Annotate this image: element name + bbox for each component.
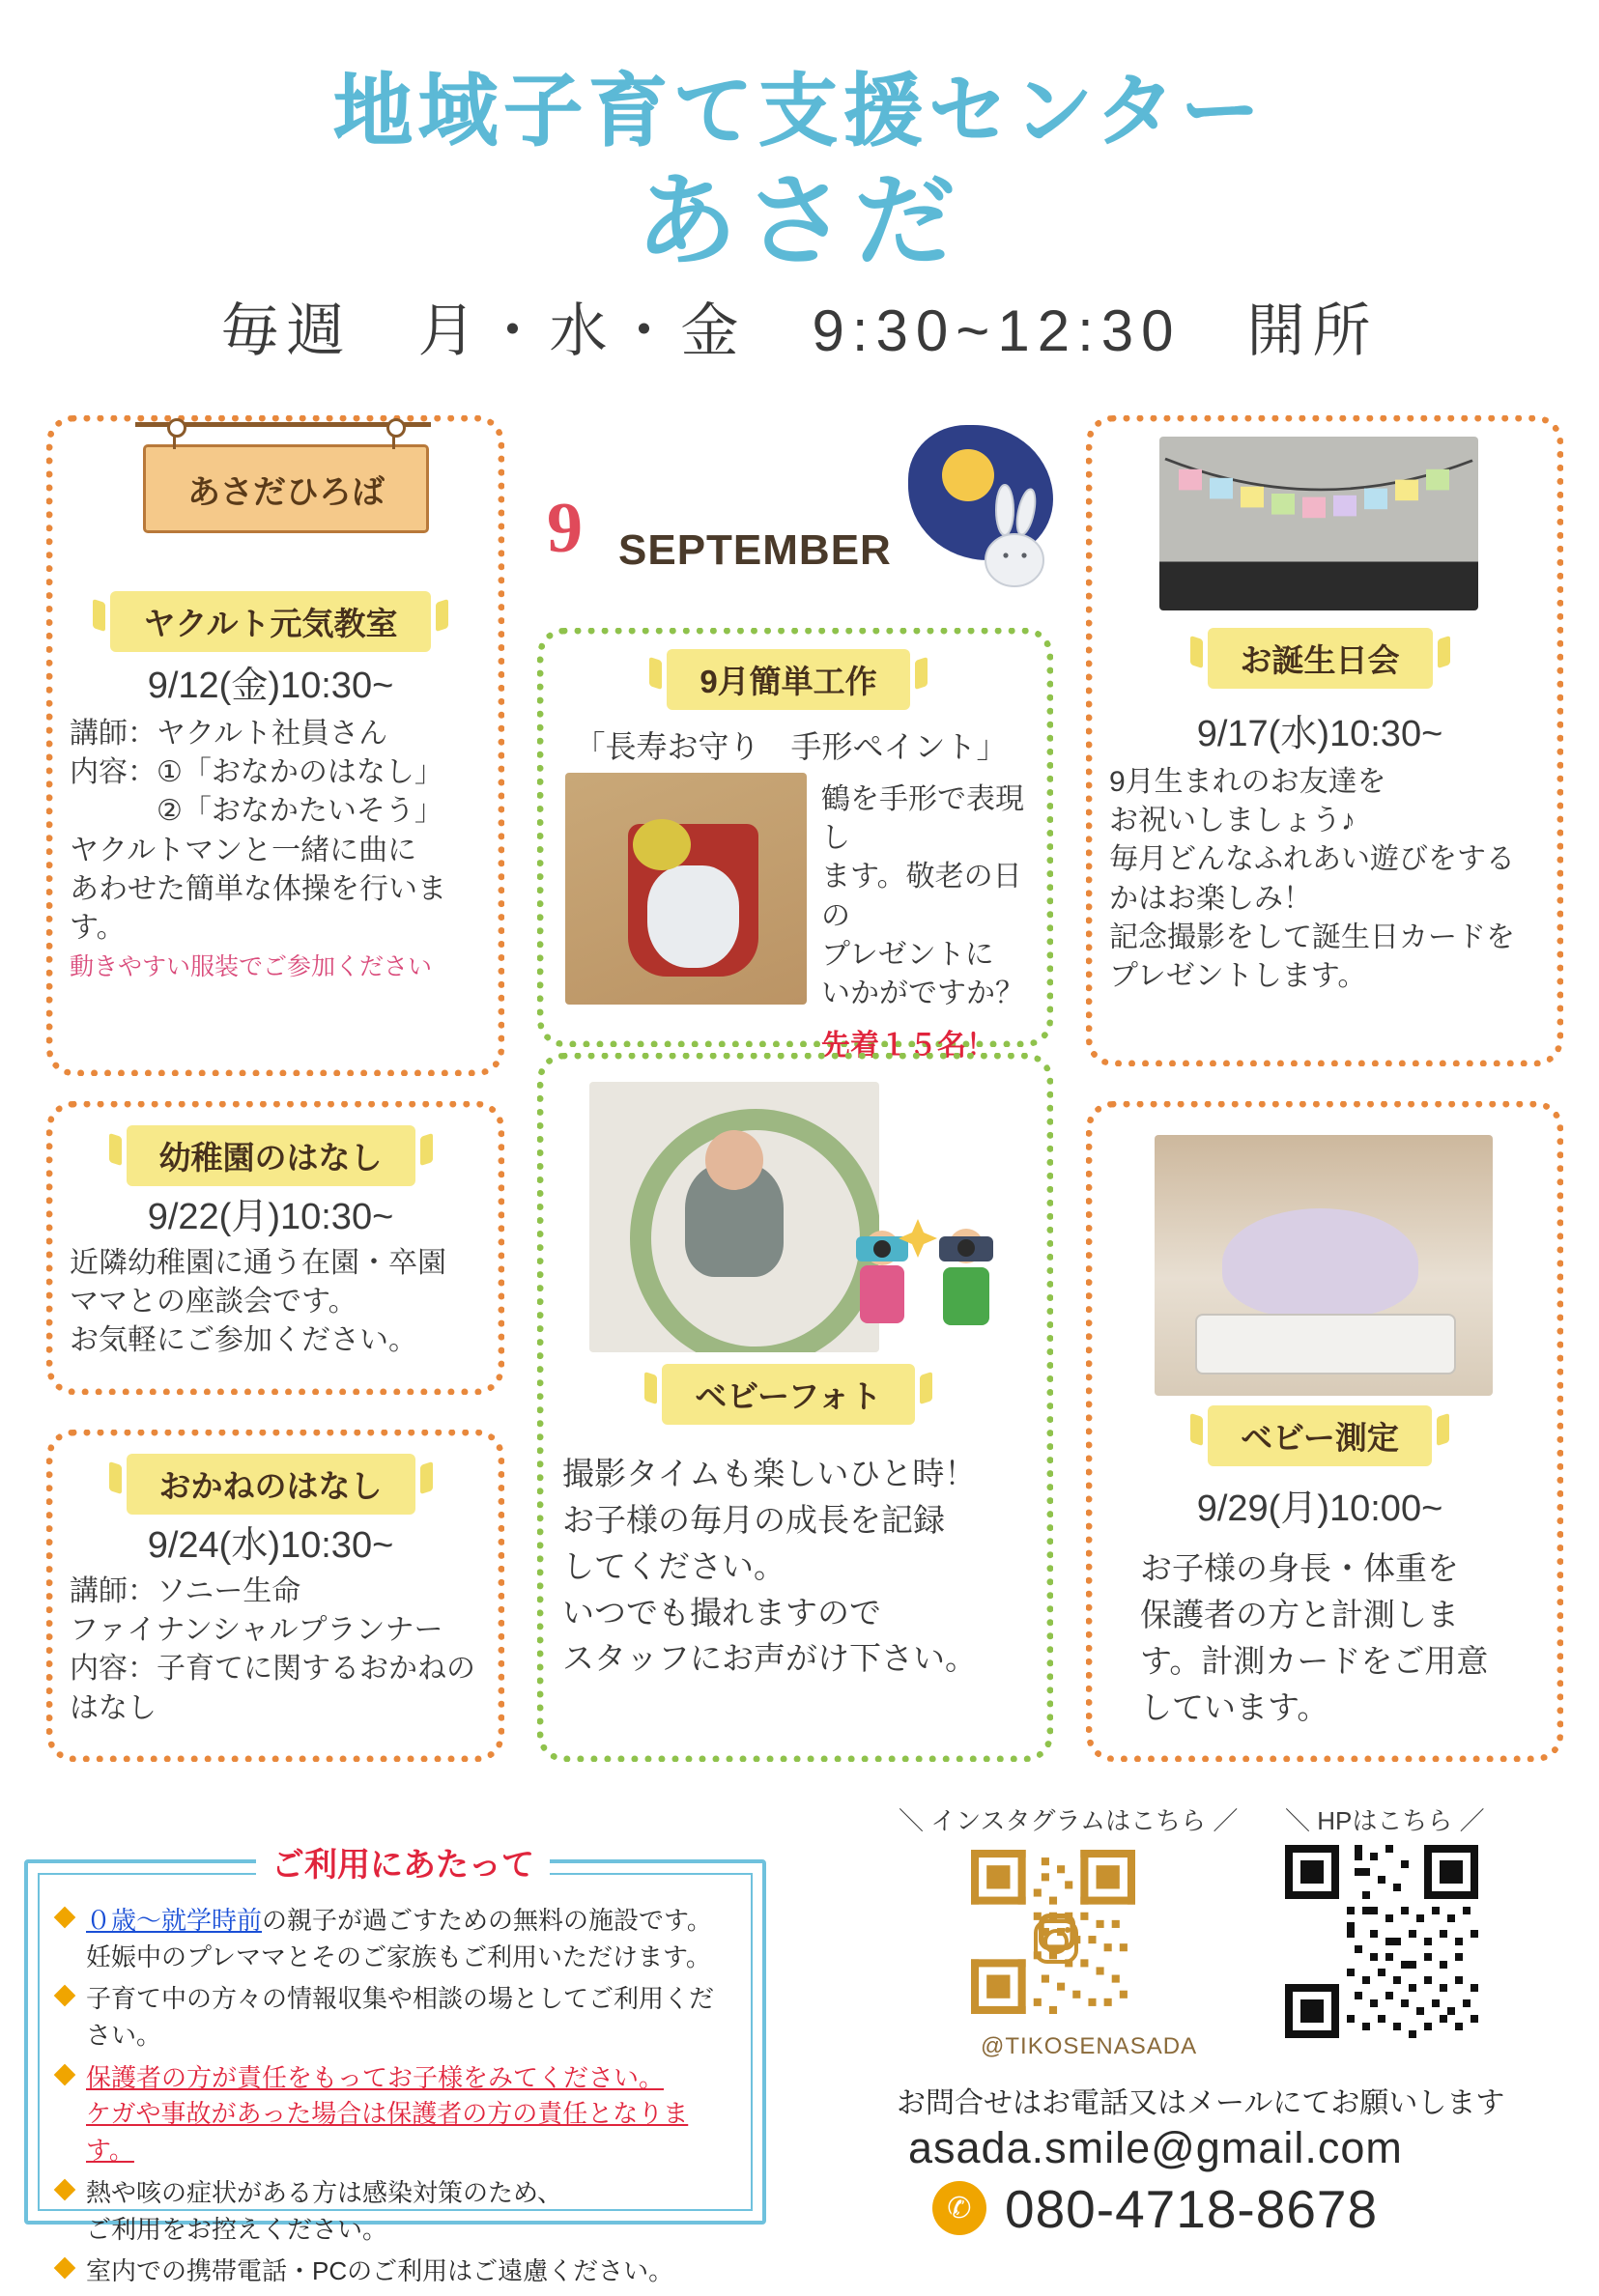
birthday-desc <box>1109 763 1554 996</box>
craft-photo <box>565 773 807 1005</box>
birthday-line-2: お祝いしましょう♪ <box>1109 805 1356 837</box>
event-desc-money <box>70 1573 504 1728</box>
notice-item-1-sub: 妊娠中のプレママとそのご家族もご利用いただけます。 <box>86 1942 711 1971</box>
notice-item-5 <box>53 2253 729 2290</box>
measure-line-3: す。計測カードをご用意 <box>1140 1642 1489 1679</box>
notice-item-2-text: 子育て中の方々の情報収集や相談の場としてご利用ください。 <box>86 1984 715 2051</box>
babyphoto-line-1: 撮影タイムも楽しいひと時！ <box>562 1456 977 1491</box>
money-line-1: 講師：ソニー生命 <box>70 1575 301 1607</box>
month-name: SEPTEMBER <box>618 526 892 574</box>
yakult-title-wrap <box>68 591 473 652</box>
birthday-line-4: かはお楽しみ！ <box>1109 882 1312 915</box>
diamond-bullet-icon <box>54 2063 76 2085</box>
measure-desc <box>1140 1545 1546 1730</box>
babyphoto-line-2: お子様の毎月の成長を記録 <box>562 1501 945 1538</box>
event-title-birthday: お誕生日会 <box>1208 628 1433 689</box>
notice-item-1 <box>53 1903 729 1975</box>
babyphoto-desc <box>562 1451 1036 1682</box>
notice-item-4-text: 熱や咳の症状がある方は感染対策のため、 <box>86 2177 562 2207</box>
notice-item-1-underline: ０歳～就学時前 <box>86 1906 263 1935</box>
notice-item-4-sub: ご利用をお控えください。 <box>86 2214 388 2244</box>
center-name-line2: あさだ <box>635 165 963 278</box>
notice-title: ご利用にあたって <box>256 1838 550 1885</box>
notice-item-4 <box>53 2175 729 2248</box>
notice-list <box>53 1903 729 2296</box>
contact-email[interactable]: asada.smile@gmail.com <box>908 2123 1403 2172</box>
event-title-measure: ベビー測定 <box>1208 1405 1432 1466</box>
notice-item-3-line2: ケガや事故があった場合は保護者の方の責任となります。 <box>86 2099 689 2166</box>
rabbit-icon <box>966 483 1059 589</box>
photographers-icon <box>850 1198 1024 1352</box>
babyphoto-title-wrap <box>557 1364 1020 1425</box>
notice-item-2 <box>53 1981 729 2054</box>
babyphoto-line-5: スタッフにお声がけ下さい。 <box>562 1640 977 1677</box>
hiroba-sign <box>143 444 429 533</box>
month-number: 9 <box>547 489 583 568</box>
money-line-4: はなし <box>70 1691 157 1724</box>
measure-title-wrap <box>1107 1405 1532 1466</box>
craft-subtitle: 「長寿お守り 手形ペイント」 <box>574 729 1008 764</box>
garland-icon <box>1159 450 1478 554</box>
measure-line-4: しています。 <box>1140 1688 1329 1725</box>
open-schedule: 毎週 月・水・金 9:30~12:30 開所 <box>220 298 1379 363</box>
yakult-line-6: す。 <box>70 911 126 944</box>
babyphoto-line-3: してください。 <box>562 1547 785 1584</box>
birthday-line-1: 9月生まれのお友達を <box>1109 766 1386 798</box>
baby-photo <box>589 1082 879 1352</box>
kindergarten-line-2: ママとの座談会です。 <box>70 1286 357 1318</box>
diamond-bullet-icon <box>54 2257 76 2280</box>
yakult-line-5: あわせた簡単な体操を行いま <box>70 872 446 905</box>
money-line-2: ファイナンシャルプランナー <box>70 1614 443 1647</box>
notice-item-1-text: の親子が過ごすための無料の施設です。 <box>262 1906 712 1935</box>
phone-icon: ✆ <box>932 2181 986 2235</box>
event-desc-kindergarten <box>70 1244 495 1361</box>
event-title-kindergarten: 幼稚園のはなし <box>127 1125 415 1186</box>
measure-photo <box>1155 1135 1493 1396</box>
yakult-note: 動きやすい服装でご参加ください <box>70 953 433 981</box>
notice-item-3-line1: 保護者の方が責任をもってお子様をみてください。 <box>86 2062 665 2092</box>
notice-item-5-text: 室内での携帯電話・PCのご利用はご遠慮ください。 <box>86 2256 674 2286</box>
craft-line-4: いかがですか？ <box>821 977 1024 1009</box>
kindergarten-title-wrap <box>68 1125 473 1186</box>
craft-desc <box>821 780 1043 1065</box>
money-line-3: 内容：子育てに関するおかねの <box>70 1653 475 1686</box>
craft-line-2: ます。敬老の日の <box>821 861 1022 932</box>
instagram-qr-caption: ＼ インスタグラムはこちら ／ <box>899 1806 1239 1835</box>
instagram-handle: @TIKOSENASADA <box>981 2033 1198 2059</box>
hiroba-sign-label: あさだひろば <box>187 473 385 511</box>
craft-highlight: 先着１５名！ <box>821 1030 995 1063</box>
kindergarten-line-1: 近隣幼稚園に通う在園・卒園 <box>70 1247 446 1279</box>
notice-item-3 <box>53 2060 729 2169</box>
birthday-line-6: プレゼントします。 <box>1109 959 1367 992</box>
instagram-icon <box>1032 1917 1080 1966</box>
event-title-craft: 9月簡単工作 <box>667 649 909 710</box>
babyphoto-line-4: いつでも撮れますので <box>562 1594 881 1630</box>
diamond-bullet-icon <box>54 1907 76 1929</box>
money-title-wrap <box>68 1454 473 1515</box>
event-title-money: おかねのはなし <box>127 1454 415 1515</box>
homepage-qr-code[interactable] <box>1285 1845 1478 2038</box>
event-date-yakult: 9/12(金)10:30~ <box>147 666 394 706</box>
diamond-bullet-icon <box>54 1985 76 2007</box>
event-title-yakult: ヤクルト元気教室 <box>110 591 430 652</box>
event-date-kindergarten: 9/22(月)10:30~ <box>147 1197 394 1237</box>
craft-title-wrap <box>557 649 1020 710</box>
hp-qr-caption: ＼ HPはこちら ／ <box>1285 1806 1485 1835</box>
diamond-bullet-icon <box>54 2178 76 2200</box>
yakult-line-4: ヤクルトマンと一緒に曲に <box>70 834 417 866</box>
craft-line-1: 鶴を手形で表現し <box>821 783 1024 855</box>
birthday-title-wrap <box>1107 628 1532 689</box>
measure-line-2: 保護者の方と計測しま <box>1140 1596 1459 1632</box>
yakult-line-2: 内容：①「おなかのはなし」 <box>70 756 443 789</box>
event-date-money: 9/24(水)10:30~ <box>147 1525 394 1566</box>
event-title-babyphoto: ベビーフォト <box>662 1364 914 1425</box>
kindergarten-line-3: お気軽にご参加ください。 <box>70 1324 417 1357</box>
event-date-birthday: 9/17(水)10:30~ <box>1196 714 1443 754</box>
event-desc-yakult <box>70 715 495 984</box>
craft-line-3: プレゼントに <box>821 938 994 971</box>
contact-line: お問合せはお電話又はメールにてお願いします <box>897 2087 1505 2119</box>
birthday-line-3: 毎月どんなふれあい遊びをする <box>1109 843 1515 876</box>
birthday-line-5: 記念撮影をして誕生日カードを <box>1109 921 1515 953</box>
birthday-photo <box>1159 437 1478 610</box>
yakult-line-3: ②「おなかたいそう」 <box>70 795 443 828</box>
event-date-measure: 9/29(月)10:00~ <box>1196 1488 1443 1529</box>
yakult-line-1: 講師：ヤクルト社員さん <box>70 718 388 750</box>
contact-tel[interactable]: 080-4718-8678 <box>1005 2179 1379 2239</box>
center-name-line1: 地域子育て支援センター <box>333 68 1266 156</box>
measure-line-1: お子様の身長・体重を <box>1140 1550 1459 1586</box>
